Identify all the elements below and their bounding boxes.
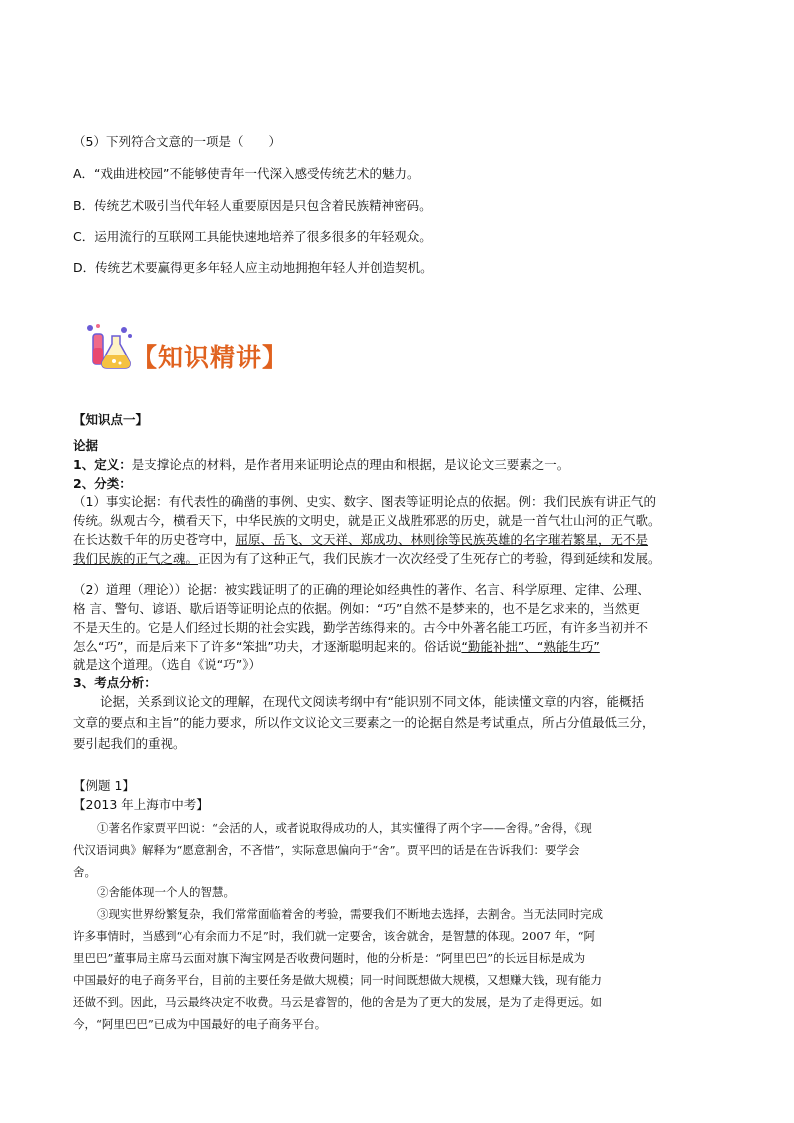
reason-evidence-line-2: 格 言、警句、谚语、歇后语等证明论点的依据。例如：“巧”自然不是梦来的，也不是乞求来的，当然更 bbox=[73, 601, 640, 616]
example-p3-line-5: 还做不到。因此，马云最终决定不收费。马云是睿智的，他的舍是为了更大的发展，是为了走得更远。如 bbox=[73, 995, 602, 1009]
example-source: 【2013 年上海市中考】 bbox=[73, 797, 209, 812]
fact-evidence-line-2: 传统。纵观古今，横看天下，中华民族的文明史，就是正义战胜邪恶的历史，就是一首气壮山河的正气歌。 bbox=[73, 513, 661, 528]
fact-evidence-line-1: （1）事实论据：有代表性的确凿的事例、史实、数字、图表等证明论点的依据。例：我们民族有讲正气的 bbox=[73, 494, 656, 509]
fact-line-4-plain: 正因为有了这种正气，我们民族才一次次经受了生死存亡的考验，得到延续和发展。 bbox=[198, 551, 661, 566]
test-analysis-line-3: 要引起我们的重视。 bbox=[73, 736, 186, 751]
option-a: A．“戏曲进校园”不能够使青年一代深入感受传统艺术的魅力。 bbox=[73, 166, 420, 181]
fact-line-3-plain: 在长达数千年的历史苍穹中， bbox=[73, 532, 236, 547]
fact-line-3-underlined: 屈原、岳飞、文天祥、郑成功、林则徐等民族英雄的名字璀若繁星，无不是 bbox=[235, 532, 649, 547]
definition-text: 是支撑论点的材料，是作者用来证明论点的理由和根据，是议论文三要素之一。 bbox=[131, 457, 570, 472]
flask-icon bbox=[84, 322, 134, 372]
reason-evidence-line-1: （2）道理（理论））论据：被实践证明了的正确的理论如经典性的著作、名言、科学原理、定律、公理、 bbox=[73, 582, 650, 597]
reason-evidence-line-4 bbox=[73, 637, 600, 657]
definition-label: 1、定义： bbox=[73, 457, 132, 472]
option-d: D．传统艺术要赢得更多年轻人应主动地拥抱年轻人并创造契机。 bbox=[73, 260, 433, 275]
test-analysis-line-1: 论据，关系到议论文的理解，在现代文阅读考纲中有“能识别不同文体，能读懂文章的内容，能概括 bbox=[100, 694, 644, 709]
example-p3-line-4: 中国最好的电子商务平台，目前的主要任务是做大规模；同一时间既想做大规模，又想赚大钱，现有能力 bbox=[73, 973, 602, 987]
question-5-stem: （5）下列符合文意的一项是（ ） bbox=[73, 134, 281, 149]
fact-evidence-line-4 bbox=[73, 549, 661, 569]
option-c: C．运用流行的互联网工具能快速地培养了很多很多的年轻观众。 bbox=[73, 229, 432, 244]
section-title: 【知识精讲】 bbox=[132, 343, 289, 372]
example-p1-line-2: 代汉语词典》解释为“愿意割舍，不吝惜”，实际意思偏向于“舍”。贾平凹的话是在告诉我们：要学会 bbox=[73, 843, 580, 857]
example-p3-line-3: 里巴巴”董事局主席马云面对旗下淘宝网是否收费问题时，他的分析是：“阿里巴巴”的长远目标是成为 bbox=[73, 951, 586, 965]
fact-evidence-line-3 bbox=[73, 530, 648, 550]
reason-line-4-plain: 怎么“巧”，而是后来下了许多“笨拙”功夫，才逐渐聪明起来的。俗话说 bbox=[73, 639, 462, 654]
example-p3-line-1: ③现实世界纷繁复杂，我们常常面临着舍的考验，需要我们不断地去选择，去割舍。当无法同时完成 bbox=[97, 907, 603, 921]
example-p1-line-3: 舍。 bbox=[73, 865, 96, 879]
example-p2: ②舍能体现一个人的智慧。 bbox=[97, 885, 235, 899]
reason-evidence-line-3: 不是天生的。它是人们经过长期的社会实践，勤学苦练得来的。古今中外著名能工巧匠，有许多当初并不 bbox=[73, 620, 649, 635]
reason-evidence-line-5: 就是这个道理。（选自《说“巧”》） bbox=[73, 657, 261, 672]
example-p3-line-2: 许多事情时，当感到“心有余而力不足”时，我们就一定要舍，该舍就舍，是智慧的体现。2007 年，“阿 bbox=[73, 929, 596, 943]
topic-title: 论据 bbox=[73, 438, 99, 453]
knowledge-heading: 【知识点一】 bbox=[73, 412, 149, 427]
option-b: B．传统艺术吸引当代年轻人重要原因是只包含着民族精神密码。 bbox=[73, 198, 432, 213]
test-analysis-line-2: 文章的要点和主旨”的能力要求，所以作文议论文三要素之一的论据自然是考试重点，所占分值最低三分， bbox=[73, 715, 655, 730]
fact-line-4-underlined: 我们民族的正气之魂。 bbox=[73, 551, 199, 566]
example-p3-line-6: 今，“阿里巴巴”已成为中国最好的电子商务平台。 bbox=[73, 1017, 327, 1031]
test-analysis-label: 3、考点分析： bbox=[73, 675, 157, 690]
example-p1-line-1: ①著名作家贾平凹说：“会活的人，或者说取得成功的人，其实懂得了两个字——舍得。”舍得，《现 bbox=[97, 821, 592, 835]
classification-label: 2、分类： bbox=[73, 476, 132, 491]
reason-line-4-underlined: “勤能补拙”、“熟能生巧” bbox=[461, 639, 600, 654]
example-label: 【例题 1】 bbox=[73, 778, 135, 793]
definition-line bbox=[73, 455, 569, 475]
